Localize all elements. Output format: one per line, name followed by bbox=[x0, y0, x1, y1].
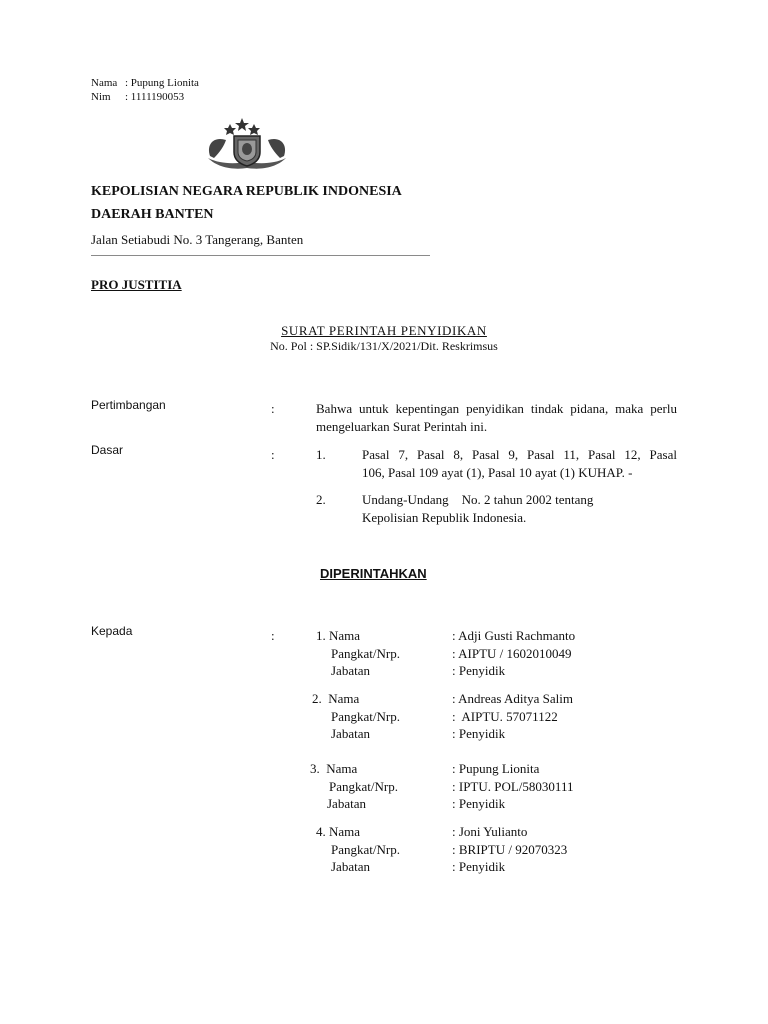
pro-justitia: PRO JUSTITIA bbox=[91, 277, 182, 292]
person-3-pangkat-label: Pangkat/Nrp. bbox=[329, 779, 398, 794]
dasar-item-1-line1: Pasal 7, Pasal 8, Pasal 9, Pasal 11, Pasal 12, Pasal bbox=[362, 447, 677, 462]
person-1-jabatan-label: Jabatan bbox=[331, 663, 370, 678]
person-3-jabatan-label: Jabatan bbox=[327, 796, 366, 811]
dasar-colon: : bbox=[271, 447, 275, 462]
header-name-value: : Pupung Lionita bbox=[125, 77, 199, 89]
document-number: No. Pol : SP.Sidik/131/X/2021/Dit. Reskrimsus bbox=[270, 339, 498, 353]
person-3-nama: : Pupung Lionita bbox=[452, 761, 540, 776]
dasar-item-1-number: 1. bbox=[316, 447, 326, 462]
kepada-label: Kepada bbox=[91, 624, 133, 638]
person-4-nama: : Joni Yulianto bbox=[452, 824, 528, 839]
person-4-jabatan-label: Jabatan bbox=[331, 859, 370, 874]
org-address: Jalan Setiabudi No. 3 Tangerang, Banten bbox=[91, 232, 304, 247]
person-2-nama-label: 2. Nama bbox=[312, 691, 360, 706]
person-1-nama-label: 1. Nama bbox=[316, 628, 361, 643]
org-name: KEPOLISIAN NEGARA REPUBLIK INDONESIA bbox=[91, 184, 402, 199]
diperintahkan-heading: DIPERINTAHKAN bbox=[320, 566, 427, 581]
header-divider bbox=[91, 255, 430, 256]
person-2-jabatan-label: Jabatan bbox=[331, 726, 370, 741]
person-4-nama-label: 4. Nama bbox=[316, 824, 361, 839]
header-name-label: Nama bbox=[91, 77, 118, 89]
person-3-pangkat: : IPTU. POL/58030111 bbox=[452, 779, 574, 794]
header-nim-label: Nim bbox=[91, 91, 111, 103]
kepada-colon: : bbox=[271, 628, 275, 643]
person-2-jabatan: : Penyidik bbox=[452, 726, 506, 741]
person-4-pangkat-label: Pangkat/Nrp. bbox=[331, 842, 400, 857]
pertimbangan-colon: : bbox=[271, 401, 275, 416]
person-4-pangkat: : BRIPTU / 92070323 bbox=[452, 842, 568, 857]
pertimbangan-text: Bahwa untuk kepentingan penyidikan tindak pidana, maka perlu mengeluarkan Surat Perintah ini. bbox=[316, 401, 677, 434]
person-4-jabatan: : Penyidik bbox=[452, 859, 506, 874]
dasar-item-2-line1: Undang-Undang No. 2 tahun 2002 tentang bbox=[362, 492, 594, 507]
dasar-item-1-line2: 106, Pasal 109 ayat (1), Pasal 10 ayat (1) KUHAP. - bbox=[362, 465, 633, 480]
person-1-pangkat: : AIPTU / 1602010049 bbox=[452, 646, 572, 661]
dasar-label: Dasar bbox=[91, 443, 124, 457]
person-1-nama: : Adji Gusti Rachmanto bbox=[452, 628, 576, 643]
pertimbangan-label: Pertimbangan bbox=[91, 398, 166, 412]
document-title: SURAT PERINTAH PENYIDIKAN bbox=[281, 323, 487, 338]
person-1-jabatan: : Penyidik bbox=[452, 663, 506, 678]
dasar-item-2-number: 2. bbox=[316, 492, 326, 507]
person-3-jabatan: : Penyidik bbox=[452, 796, 506, 811]
org-region: DAERAH BANTEN bbox=[91, 207, 214, 222]
person-2-pangkat-label: Pangkat/Nrp. bbox=[331, 709, 400, 724]
person-2-pangkat: : AIPTU. 57071122 bbox=[452, 709, 558, 724]
person-1-pangkat-label: Pangkat/Nrp. bbox=[331, 646, 400, 661]
person-2-nama: : Andreas Aditya Salim bbox=[452, 691, 573, 706]
dasar-item-2-line2: Kepolisian Republik Indonesia. bbox=[362, 510, 527, 525]
police-emblem-icon bbox=[204, 114, 290, 174]
person-3-nama-label: 3. Nama bbox=[310, 761, 358, 776]
header-nim-value: : 1111190053 bbox=[125, 91, 185, 103]
